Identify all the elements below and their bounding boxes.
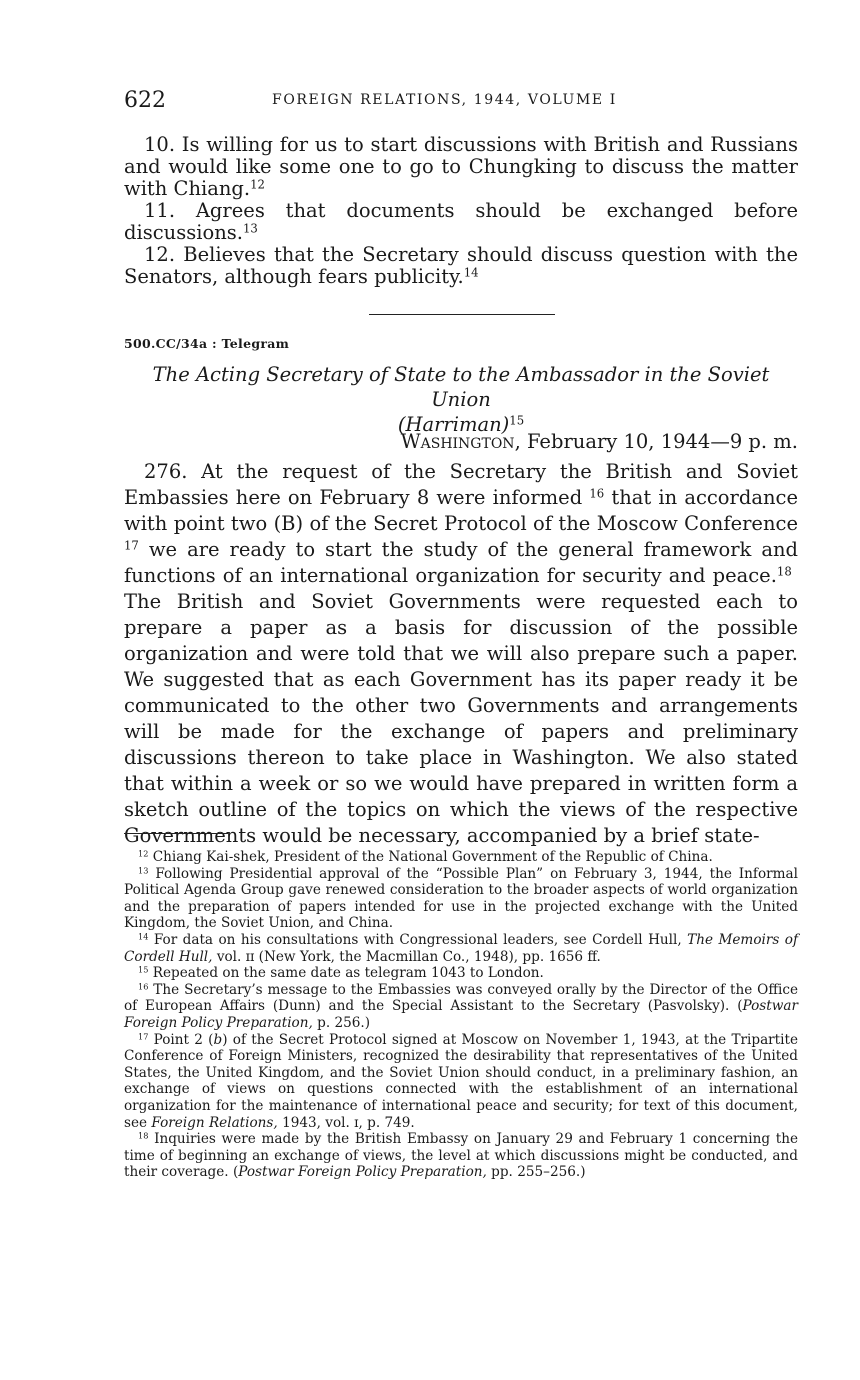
footnote: $^{15}$ Repeated on the same date as telegram 1043 to London.: [138, 964, 544, 982]
dateline-date: , February 10, 1944—9 p. m.: [514, 430, 798, 453]
file-reference: 500.CC/34a : Telegram: [124, 336, 290, 351]
footnotes: [124, 849, 798, 1181]
footnote-ref: 13: [242, 221, 258, 236]
title-recipient: (Harriman): [397, 413, 510, 436]
body-paragraph: 276. At the request of the Secretary the British and Soviet Embassies here on February 8 were informed $^{16}$ that in accordance with point two (B) of the Secret Protocol of the Moscow Conference $^{17}$ we are ready to start the study of the general framework and functions of an international organization for security and peace.$^{18}$ The British and Soviet Governments were requested each to prepare a paper as a basis for discussion of the possible organization and were told that we will also prepare such a paper. We suggested that as each Government has its paper ready it be communicated to the other two Governments and arrangements will be made for the exchange of papers and preliminary discussions thereon to take place in Washington. We also stated that within a week or so we would have prepared in written form a sketch outline of the topics on which the views of the respective Governments would be necessary, accompanied by a brief state-: [124, 460, 798, 847]
section-divider: [369, 314, 555, 315]
footnote-ref: 15: [509, 413, 525, 428]
footnote-ref: 17: [124, 538, 139, 553]
footnote-ref: 16: [589, 486, 605, 501]
dateline: [401, 430, 798, 453]
running-head: FOREIGN RELATIONS, 1944, VOLUME I: [272, 92, 617, 108]
list-item: 12. Believes that the Secretary should discuss question with the Senators, although fears publicity.$^{14}$: [124, 243, 798, 288]
telegram-body: [124, 459, 798, 849]
footnote-divider: [124, 833, 228, 834]
page-header: [124, 88, 798, 118]
numbered-items: [124, 134, 798, 288]
list-item: 10. Is willing for us to start discussions with British and Russians and would like some one to go to Chungking to discuss the matter with Chiang.$^{12}$: [124, 133, 798, 200]
footnote-ref: 18: [776, 564, 792, 579]
footnote: $^{12}$ Chiang Kai-shek, President of the National Government of the Republic of China.: [138, 848, 713, 865]
footnote: $^{16}$ The Secretary’s message to the Embassies was conveyed orally by the Director of the Office of European Affairs (Dunn) and the Special Assistant to the Secretary (Pasvolsky). (Postwar Foreign Policy Preparation, p. 256.): [124, 981, 798, 1031]
page-number: 622: [124, 88, 166, 113]
footnote: $^{17}$ Point 2 (b) of the Secret Protocol signed at Moscow on November 1, 1943, at the Tripartite Conference of Foreign Ministers, recognized the desirability that representatives of the United States, the United Kingdom, and the Soviet Union should conduct, in a preliminary fashion, an exchange of views on questions connected with the establishment of an international organization for the maintenance of international peace and security; for text of this document, see Foreign Relations, 1943, vol. ɪ, p. 749.: [124, 1031, 798, 1131]
footnote-ref: 12: [250, 177, 265, 192]
footnote: $^{14}$ For data on his consultations with Congressional leaders, see Cordell Hull, The Memoirs of Cordell Hull, vol. ɪɪ (New York, the Macmillan Co., 1948), pp. 1656 ff.: [124, 931, 798, 965]
dateline-place: Washington: [400, 430, 515, 453]
footnote-ref: 14: [463, 265, 479, 280]
footnote: $^{13}$ Following Presidential approval of the “Possible Plan” on February 3, 1944, the Informal Political Agenda Group gave renewed consideration to the broader aspects of world organization and the preparation of papers intended for use in the projected exchange with the United Kingdom, the Soviet Union, and China.: [124, 865, 798, 932]
footnote: $^{18}$ Inquiries were made by the British Embassy on January 29 and February 1 concerning the time of beginning an exchange of views, the level at which discussions might be conducted, and their coverage. (Postwar Foreign Policy Preparation, pp. 255–256.): [124, 1130, 798, 1181]
document-title: The Acting Secretary of State to the Ambassador in the Soviet Union (Harriman)$^{15}$: [152, 363, 770, 436]
list-item: 11. Agrees that documents should be exchanged before discussions.$^{13}$: [124, 199, 798, 244]
